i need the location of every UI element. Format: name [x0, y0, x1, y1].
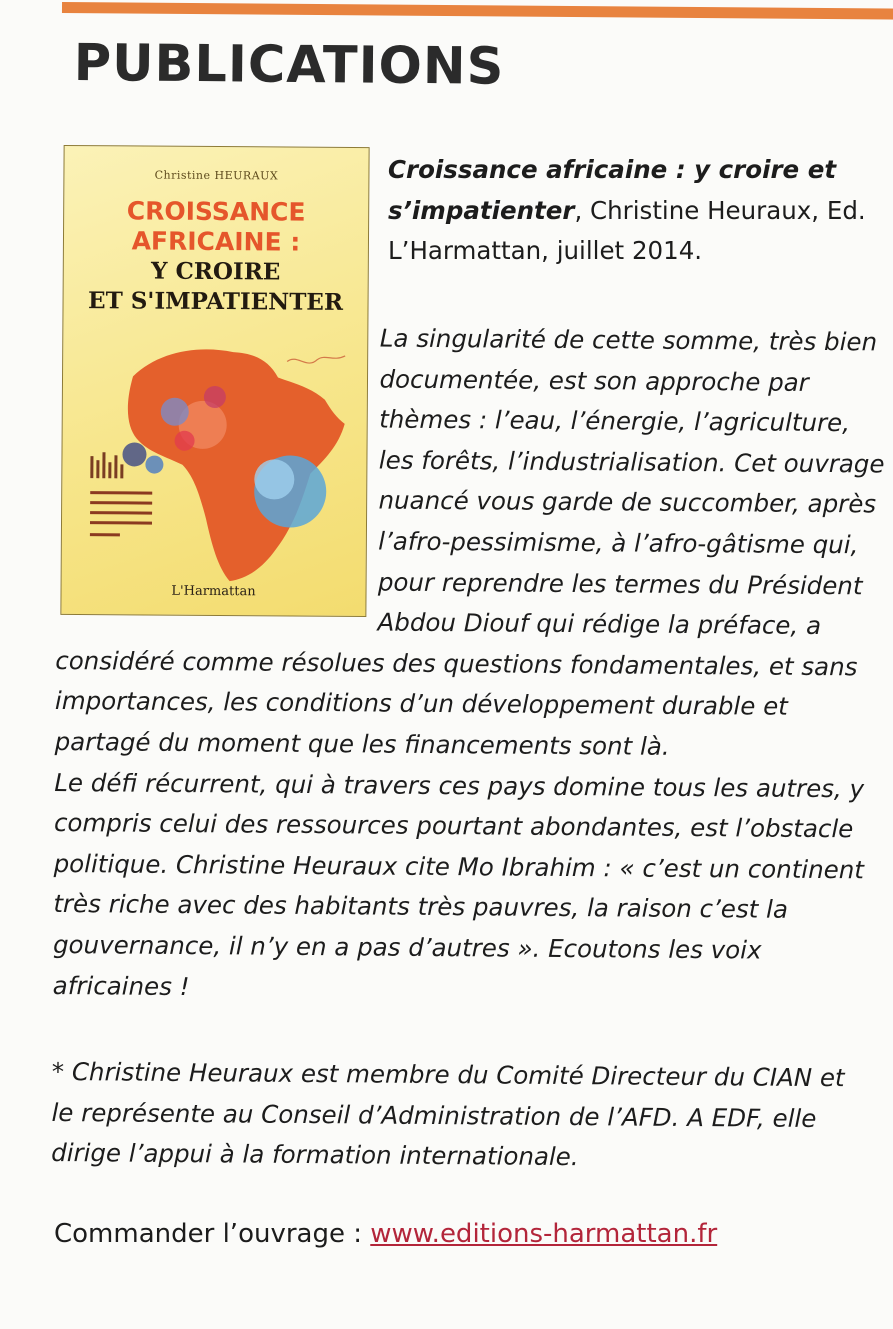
book-details: , Christine Heuraux, Ed. L’Harmattan, juillet 2014. [388, 195, 866, 265]
cover-title-line-1: CROISSANCE [126, 196, 306, 227]
cover-wrap-spacer [55, 316, 380, 643]
cover-title-line-3: Y CROIRE [151, 257, 281, 286]
review-paragraph-2: Le défi récurrent, qui à travers ces pays domine tous les autres, y compris celui des ressources pourtant abondantes, est l’obstacle politique. Christine Heuraux cite Mo Ibrahim : « c’est un continent très riche avec des habitants très pauvres, la raison c’est la gouvernance, il n’y en a pas d’autres ». Ecoutons les voix africaines ! [52, 767, 865, 1001]
publication-heading [388, 150, 888, 272]
cover-title-orange [64, 196, 368, 258]
publisher-link[interactable]: www.editions-harmattan.fr [370, 1219, 718, 1249]
section-title: PUBLICATIONS [73, 34, 505, 97]
review-paragraph: La singularité de cette somme, très bien documentée, est son approche par thèmes : l’eau, l’énergie, l’agriculture, les forêts, l’industrialisation. Cet ouvrage nuancé vous garde de succomber, après l’afro-pessimisme, à l’afro-gâtisme qui, pour reprendre les termes du Président Abdou Diouf qui rédige la préface, a considéré comme résolues des questions fondamentales, et sans importances, les conditions d’un développement durable et partagé du moment que les financements sont là. [54, 323, 885, 761]
order-label: Commander l’ouvrage : [54, 1219, 371, 1249]
cover-author: Christine HEURAUX [154, 168, 279, 183]
order-line [54, 1214, 717, 1254]
review-text [53, 316, 890, 1013]
cover-title-black [63, 256, 367, 318]
cover-title-line-4: ET S'IMPATIENTER [87, 287, 344, 316]
top-accent-rule [62, 2, 893, 20]
cover-title-line-2: AFRICAINE : [131, 226, 301, 257]
cover-publisher: L'Harmattan [171, 583, 256, 600]
author-note: * Christine Heuraux est membre du Comité Directeur du CIAN et le représente au Conseil d’Administration de l’AFD. A EDF, elle dirige l’appui à la formation internationale. [51, 1056, 845, 1172]
book-title: Croissance africaine : y croire et s’impatienter [388, 155, 837, 225]
